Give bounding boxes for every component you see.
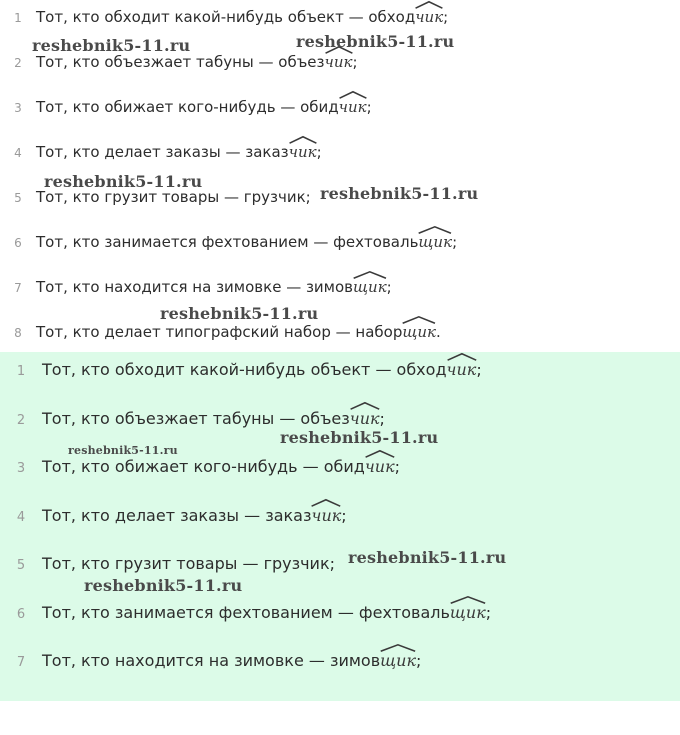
item-number: 5 xyxy=(14,191,22,205)
item-number: 4 xyxy=(14,146,22,160)
suffix-morpheme xyxy=(450,603,486,622)
suffix-morpheme xyxy=(447,360,477,379)
suffix-morpheme xyxy=(380,651,416,670)
list-item xyxy=(0,457,400,479)
suffix-arc-mark xyxy=(450,596,486,604)
watermark: reshebnik5-11.ru xyxy=(68,444,178,457)
item-punctuation: ; xyxy=(476,360,482,379)
list-item xyxy=(0,506,347,528)
item-number: 3 xyxy=(16,461,26,476)
suffix-morpheme xyxy=(350,409,380,428)
item-text: Тот, кто делает заказы — заказ xyxy=(36,143,289,161)
item-text: Тот, кто занимается фехтованием — фехтоваль xyxy=(36,233,419,251)
watermark: reshebnik5-11.ru xyxy=(84,576,243,595)
item-number: 2 xyxy=(16,412,26,428)
suffix-text: чик xyxy=(324,53,353,71)
list-item xyxy=(0,554,335,576)
suffix-text: щик xyxy=(353,278,387,296)
suffix-morpheme xyxy=(402,323,436,341)
suffix-morpheme xyxy=(415,8,443,26)
list-item xyxy=(0,278,392,300)
item-number: 1 xyxy=(16,364,26,379)
item-punctuation: ; xyxy=(416,651,422,670)
suffix-arc-mark xyxy=(289,136,317,144)
suffix-text: щик xyxy=(380,651,417,670)
suffix-morpheme xyxy=(289,143,317,161)
item-number: 7 xyxy=(16,655,26,670)
item-number: 5 xyxy=(16,558,26,573)
item-number: 6 xyxy=(14,236,22,250)
item-number: 2 xyxy=(14,56,22,70)
item-punctuation: ; xyxy=(366,98,372,116)
list-item xyxy=(0,53,358,75)
suffix-arc-mark xyxy=(365,450,395,458)
item-text: Тот, кто объезжает табуны — объез xyxy=(42,408,350,428)
suffix-arc-mark xyxy=(350,402,380,410)
item-punctuation: . xyxy=(436,323,441,341)
suffix-morpheme xyxy=(353,278,387,296)
item-number: 8 xyxy=(14,326,22,340)
item-punctuation: ; xyxy=(352,53,358,71)
suffix-morpheme xyxy=(418,233,452,251)
suffix-arc-mark xyxy=(418,226,452,234)
item-punctuation: ; xyxy=(341,505,347,525)
item-text: Тот, кто грузит товары — грузчик; xyxy=(36,188,311,206)
item-punctuation: ; xyxy=(485,602,492,622)
suffix-text: чик xyxy=(311,505,342,525)
suffix-morpheme xyxy=(339,98,367,116)
item-number: 6 xyxy=(16,606,26,622)
suffix-text: щик xyxy=(418,233,453,251)
suffix-arc-mark xyxy=(415,1,443,9)
watermark: reshebnik5-11.ru xyxy=(32,36,191,55)
list-item xyxy=(0,98,372,120)
suffix-morpheme xyxy=(311,506,341,525)
item-punctuation: ; xyxy=(443,8,449,26)
suffix-arc-mark xyxy=(402,316,436,324)
item-text: Тот, кто объезжает табуны — объез xyxy=(36,53,325,71)
watermark: reshebnik5-11.ru xyxy=(296,32,455,51)
suffix-text: чик xyxy=(415,8,444,26)
item-text: Тот, кто занимается фехтованием — фехтоваль xyxy=(42,602,450,622)
suffix-text: щик xyxy=(402,323,437,341)
watermark: reshebnik5-11.ru xyxy=(348,548,507,567)
watermark: reshebnik5-11.ru xyxy=(160,304,319,323)
suffix-arc-mark xyxy=(353,271,387,279)
suffix-morpheme xyxy=(325,53,353,71)
list-item xyxy=(0,188,311,210)
list-item xyxy=(0,233,457,255)
list-item xyxy=(0,8,448,30)
suffix-arc-mark xyxy=(447,353,477,361)
suffix-arc-mark xyxy=(380,644,416,652)
item-punctuation: ; xyxy=(316,143,322,161)
item-number: 1 xyxy=(14,11,22,25)
item-text: Тот, кто обижает кого-нибудь — обид xyxy=(42,457,365,476)
item-text: Тот, кто грузит товары — грузчик; xyxy=(42,554,336,573)
suffix-text: чик xyxy=(446,360,477,379)
item-text: Тот, кто обижает кого-нибудь — обид xyxy=(36,98,339,116)
suffix-arc-mark xyxy=(339,91,367,99)
list-item xyxy=(0,651,421,673)
suffix-text: чик xyxy=(338,98,367,116)
item-punctuation: ; xyxy=(452,233,458,251)
item-punctuation: ; xyxy=(386,278,392,296)
item-text: Тот, кто находится на зимовке — зимов xyxy=(42,651,381,670)
suffix-arc-mark xyxy=(311,499,341,507)
item-text: Тот, кто обходит какой-нибудь объект — обход xyxy=(36,8,416,26)
watermark: reshebnik5-11.ru xyxy=(44,172,203,191)
suffix-text: щик xyxy=(449,602,486,622)
item-punctuation: ; xyxy=(379,408,385,428)
watermark: reshebnik5-11.ru xyxy=(280,428,439,447)
list-item xyxy=(0,143,322,165)
suffix-morpheme xyxy=(365,457,395,476)
list-item xyxy=(0,603,491,625)
suffix-text: чик xyxy=(288,143,317,161)
item-punctuation: ; xyxy=(394,457,401,476)
watermark: reshebnik5-11.ru xyxy=(320,184,479,203)
item-number: 7 xyxy=(14,281,22,295)
item-text: Тот, кто делает заказы — заказ xyxy=(42,505,312,525)
item-text: Тот, кто находится на зимовке — зимов xyxy=(36,278,354,296)
list-item xyxy=(0,360,482,382)
item-text: Тот, кто делает типографский набор — набор xyxy=(36,323,403,341)
item-text: Тот, кто обходит какой-нибудь объект — обход xyxy=(42,360,447,379)
list-item xyxy=(0,323,441,345)
item-number: 3 xyxy=(14,101,22,115)
suffix-text: чик xyxy=(364,457,395,476)
answer-list-highlighted xyxy=(0,352,680,701)
item-number: 4 xyxy=(16,509,26,525)
suffix-text: чик xyxy=(349,408,380,428)
